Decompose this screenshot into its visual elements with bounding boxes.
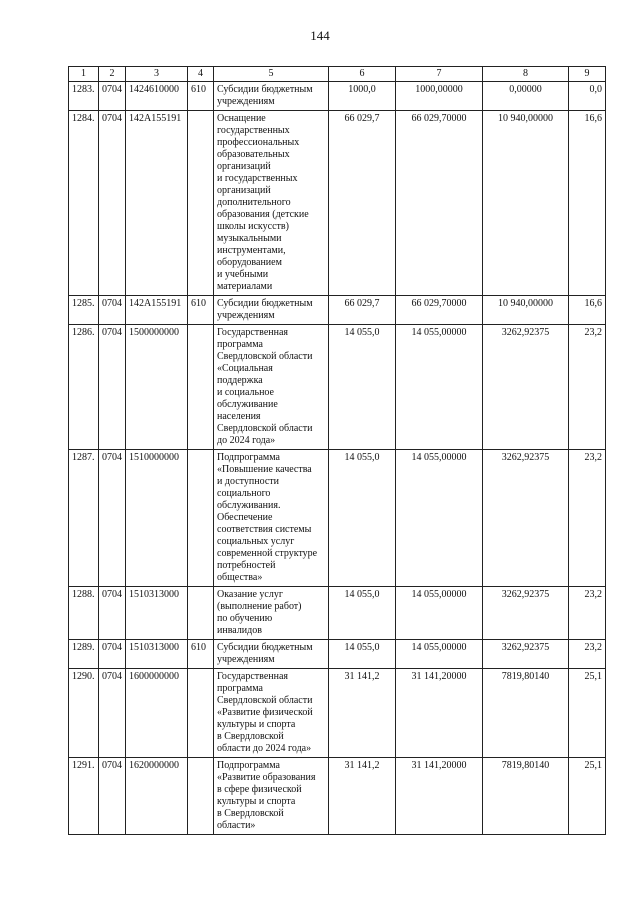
approved-amount-cell: 14 055,00000 [396,325,483,450]
planned-amount-cell: 14 055,0 [329,587,396,640]
table-row [69,758,606,835]
section-code-cell: 0704 [99,669,126,758]
table-row [69,111,606,296]
column-header: 7 [396,67,483,82]
approved-amount-cell: 31 141,20000 [396,669,483,758]
row-number-cell: 1287. [69,450,99,587]
item-name-cell: Субсидии бюджетным учреждениям [214,296,329,325]
target-code-cell: 1424610000 [126,82,188,111]
section-code-cell: 0704 [99,587,126,640]
expense-type-cell: 610 [188,640,214,669]
table-row [69,587,606,640]
section-code-cell: 0704 [99,450,126,587]
planned-amount-cell: 66 029,7 [329,111,396,296]
execution-percent-cell: 25,1 [569,758,606,835]
row-number-cell: 1289. [69,640,99,669]
section-code-cell: 0704 [99,325,126,450]
row-number-cell: 1290. [69,669,99,758]
expense-type-cell: 610 [188,82,214,111]
section-code-cell: 0704 [99,111,126,296]
approved-amount-cell: 14 055,00000 [396,640,483,669]
executed-amount-cell: 0,00000 [483,82,569,111]
section-code-cell: 0704 [99,758,126,835]
row-number-cell: 1291. [69,758,99,835]
table-row [69,82,606,111]
planned-amount-cell: 31 141,2 [329,758,396,835]
table-row [69,325,606,450]
target-code-cell: 1620000000 [126,758,188,835]
item-name-cell: Подпрограмма «Повышение качества и доступности социального обслуживания. Обеспечение соответствия системы социальных услуг современной структуре потребностей общества» [214,450,329,587]
planned-amount-cell: 14 055,0 [329,640,396,669]
expense-type-cell [188,669,214,758]
expense-type-cell [188,450,214,587]
executed-amount-cell: 7819,80140 [483,758,569,835]
table-body [69,82,606,835]
table-row [69,450,606,587]
execution-percent-cell: 16,6 [569,296,606,325]
executed-amount-cell: 3262,92375 [483,640,569,669]
target-code-cell: 1500000000 [126,325,188,450]
expense-type-cell [188,587,214,640]
approved-amount-cell: 1000,00000 [396,82,483,111]
column-header: 1 [69,67,99,82]
row-number-cell: 1284. [69,111,99,296]
execution-percent-cell: 23,2 [569,325,606,450]
expense-type-cell [188,758,214,835]
expense-type-cell [188,325,214,450]
planned-amount-cell: 14 055,0 [329,450,396,587]
execution-percent-cell: 23,2 [569,587,606,640]
row-number-cell: 1286. [69,325,99,450]
execution-percent-cell: 25,1 [569,669,606,758]
item-name-cell: Государственная программа Свердловской области «Развитие физической культуры и спорта в Свердловской области до 2024 года» [214,669,329,758]
executed-amount-cell: 3262,92375 [483,587,569,640]
page-number: 144 [310,28,330,43]
approved-amount-cell: 66 029,70000 [396,296,483,325]
target-code-cell: 1510313000 [126,587,188,640]
table-row [69,296,606,325]
approved-amount-cell: 14 055,00000 [396,587,483,640]
target-code-cell: 1600000000 [126,669,188,758]
executed-amount-cell: 7819,80140 [483,669,569,758]
execution-percent-cell: 0,0 [569,82,606,111]
section-code-cell: 0704 [99,82,126,111]
table-row [69,640,606,669]
table-header-row [69,67,606,82]
execution-percent-cell: 16,6 [569,111,606,296]
column-header: 9 [569,67,606,82]
planned-amount-cell: 14 055,0 [329,325,396,450]
approved-amount-cell: 14 055,00000 [396,450,483,587]
column-header: 2 [99,67,126,82]
item-name-cell: Оснащение государственных профессиональных образовательных организаций и государственных организаций дополнительного образования (детские школы искусств) музыкальными инструментами, оборудованием и учебными материалами [214,111,329,296]
item-name-cell: Государственная программа Свердловской области «Социальная поддержка и социальное обслуживание населения Свердловской области до 2024 года» [214,325,329,450]
item-name-cell: Оказание услуг (выполнение работ) по обучению инвалидов [214,587,329,640]
executed-amount-cell: 10 940,00000 [483,296,569,325]
column-header: 3 [126,67,188,82]
approved-amount-cell: 66 029,70000 [396,111,483,296]
section-code-cell: 0704 [99,296,126,325]
target-code-cell: 142A155191 [126,296,188,325]
target-code-cell: 142A155191 [126,111,188,296]
executed-amount-cell: 10 940,00000 [483,111,569,296]
execution-percent-cell: 23,2 [569,640,606,669]
expense-type-cell: 610 [188,296,214,325]
planned-amount-cell: 66 029,7 [329,296,396,325]
row-number-cell: 1285. [69,296,99,325]
table-row [69,669,606,758]
column-header: 6 [329,67,396,82]
target-code-cell: 1510000000 [126,450,188,587]
executed-amount-cell: 3262,92375 [483,325,569,450]
section-code-cell: 0704 [99,640,126,669]
budget-table [68,66,606,835]
column-header: 8 [483,67,569,82]
item-name-cell: Подпрограмма «Развитие образования в сфере физической культуры и спорта в Свердловской области» [214,758,329,835]
target-code-cell: 1510313000 [126,640,188,669]
expense-type-cell [188,111,214,296]
row-number-cell: 1283. [69,82,99,111]
item-name-cell: Субсидии бюджетным учреждениям [214,640,329,669]
executed-amount-cell: 3262,92375 [483,450,569,587]
planned-amount-cell: 1000,0 [329,82,396,111]
planned-amount-cell: 31 141,2 [329,669,396,758]
execution-percent-cell: 23,2 [569,450,606,587]
row-number-cell: 1288. [69,587,99,640]
column-header: 4 [188,67,214,82]
column-header: 5 [214,67,329,82]
item-name-cell: Субсидии бюджетным учреждениям [214,82,329,111]
approved-amount-cell: 31 141,20000 [396,758,483,835]
